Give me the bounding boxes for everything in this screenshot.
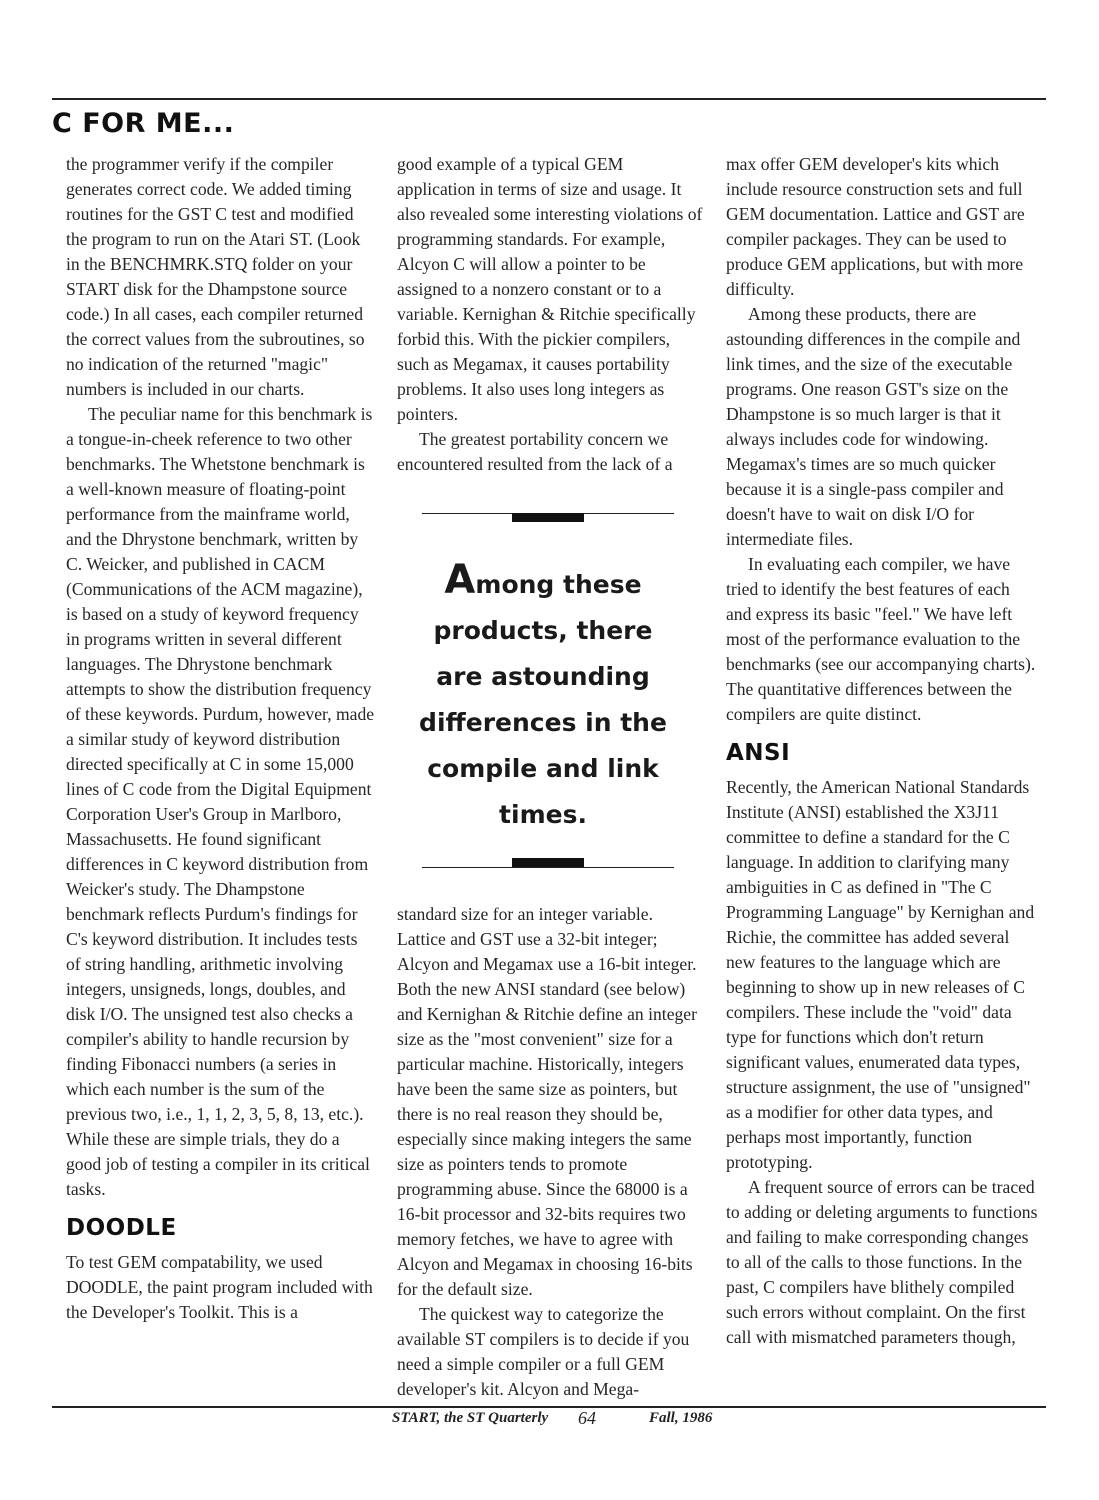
column-1 (66, 152, 376, 1325)
pull-quote-dropcap: A (444, 557, 476, 603)
page-number: 64 (578, 1408, 596, 1428)
top-rule (52, 98, 1046, 100)
paragraph: The peculiar name for this benchmark is a tongue-in-cheek reference to two other benchmarks. The Whetstone benchmark is a well-known measure of floating-point performance from the mainframe world, and the Dhrystone benchmark, written by C. Weicker, and published in CACM (Communications of the ACM magazine), is based on a study of keyword frequency in programs written in several different languages. The Dhrystone benchmark attempts to show the distribution frequency of these keywords. Purdum, however, made a similar study of keyword distribution directed specifically at C in some 15,000 lines of C code from the Digital Equipment Corporation User's Group in Marlboro, Massachusetts. He found significant differences in C keyword distribution from Weicker's study. The Dhampstone benchmark reflects Purdum's findings for C's keyword distribution. It includes tests of string handling, arithmetic involving integers, unsigneds, longs, doubles, and disk I/O. The unsigned test also checks a compiler's ability to handle recursion by finding Fibonacci numbers (a series in which each number is the sum of the previous two, i.e., 1, 1, 2, 3, 5, 8, 13, etc.). While these are simple trials, they do a good job of testing a compiler in its critical tasks. (66, 404, 375, 1199)
paragraph: The greatest portability concern we encountered resulted from the lack of a (397, 429, 673, 474)
bottom-rule (52, 1406, 1046, 1408)
paragraph: good example of a typical GEM application in terms of size and usage. It also revealed some interesting violations of programming standards. For example, Alcyon C will allow a pointer to be assigned to a nonzero constant or to a variable. Kernighan & Ritchie specifically forbid this. With the pickier compilers, such as Megamax, it causes portability problems. It also uses long integers as pointers. (397, 154, 703, 424)
pull-quote-bottom-block (512, 858, 584, 867)
paragraph: A frequent source of errors can be traced to adding or deleting arguments to functions and failing to make corresponding changes to all of the calls to those functions. In the past, C compilers have blithely compiled such errors without complaint. On the first call with mismatched parameters though, (726, 1177, 1038, 1347)
pull-quote-bottom-rule (422, 867, 674, 868)
paragraph: max offer GEM developer's kits which include resource construction sets and full GEM documentation. Lattice and GST are compiler packages. They can be used to produce GEM applications, but with more difficulty. (726, 154, 1025, 299)
pull-quote-text (412, 557, 674, 838)
footer-date: Fall, 1986 (649, 1410, 713, 1426)
pull-quote (412, 505, 674, 875)
paragraph: Among these products, there are astounding differences in the compile and link times, and the size of the executable programs. One reason GST's size on the Dhampstone is so much larger is that it always includes code for windowing. Megamax's times are so much quicker because it is a single-pass compiler and doesn't have to wait on disk I/O for intermediate files. (726, 304, 1021, 549)
subhead-doodle: DOODLE (66, 1215, 177, 1241)
column-2-bottom (397, 902, 703, 1402)
pull-quote-top-block (512, 513, 584, 522)
column-3 (726, 152, 1038, 1350)
footer-publication: START, the ST Quarterly (392, 1410, 549, 1426)
paragraph: In evaluating each compiler, we have tried to identify the best features of each and express its basic "feel." We have left most of the performance evaluation to the benchmarks (see our accompanying charts). The quantitative differences between the compilers are quite distinct. (726, 554, 1036, 724)
paragraph: To test GEM compatability, we used DOODLE, the paint program included with the Developer's Toolkit. This is a (66, 1252, 373, 1322)
section-title: C FOR ME... (52, 108, 235, 139)
paragraph: Recently, the American National Standards Institute (ANSI) established the X3J11 committee to define a standard for the C language. In addition to clarifying many ambiguities in C as defined in "The C Programming Language" by Kernighan and Richie, the committee has added several new features to the language which are beginning to show up in new releases of C compilers. These include the "void" data type for functions which don't return significant values, enumerated data types, structure assignment, the use of "unsigned" as a modifier for other data types, and perhaps most importantly, function prototyping. (726, 777, 1035, 1172)
paragraph: the programmer verify if the compiler generates correct code. We added timing routines for the GST C test and modified the program to run on the Atari ST. (Look in the BENCHMRK.STQ folder on your START disk for the Dhampstone source code.) In all cases, each compiler returned the correct values from the subroutines, so no indication of the returned "magic" numbers is included in our charts. (66, 154, 365, 399)
pull-quote-body: mong these products, there are astounding differences in the compile and link times. (419, 570, 667, 829)
subhead-ansi: ANSI (726, 740, 791, 766)
paragraph: The quickest way to categorize the available ST compilers is to decide if you need a simple compiler or a full GEM developer's kit. Alcyon and Mega- (397, 1304, 690, 1399)
column-2-top (397, 152, 703, 477)
paragraph: standard size for an integer variable. Lattice and GST use a 32-bit integer; Alcyon and Megamax use a 16-bit integer. Both the new ANSI standard (see below) and Kernighan & Ritchie define an integer size as the "most convenient" size for a particular machine. Historically, integers have been the same size as pointers, but there is no real reason they should be, especially since making integers the same size as pointers tends to promote programming abuse. Since the 68000 is a 16-bit processor and 32-bits requires two memory fetches, we have to agree with Alcyon and Megamax in choosing 16-bits for the default size. (397, 904, 697, 1299)
